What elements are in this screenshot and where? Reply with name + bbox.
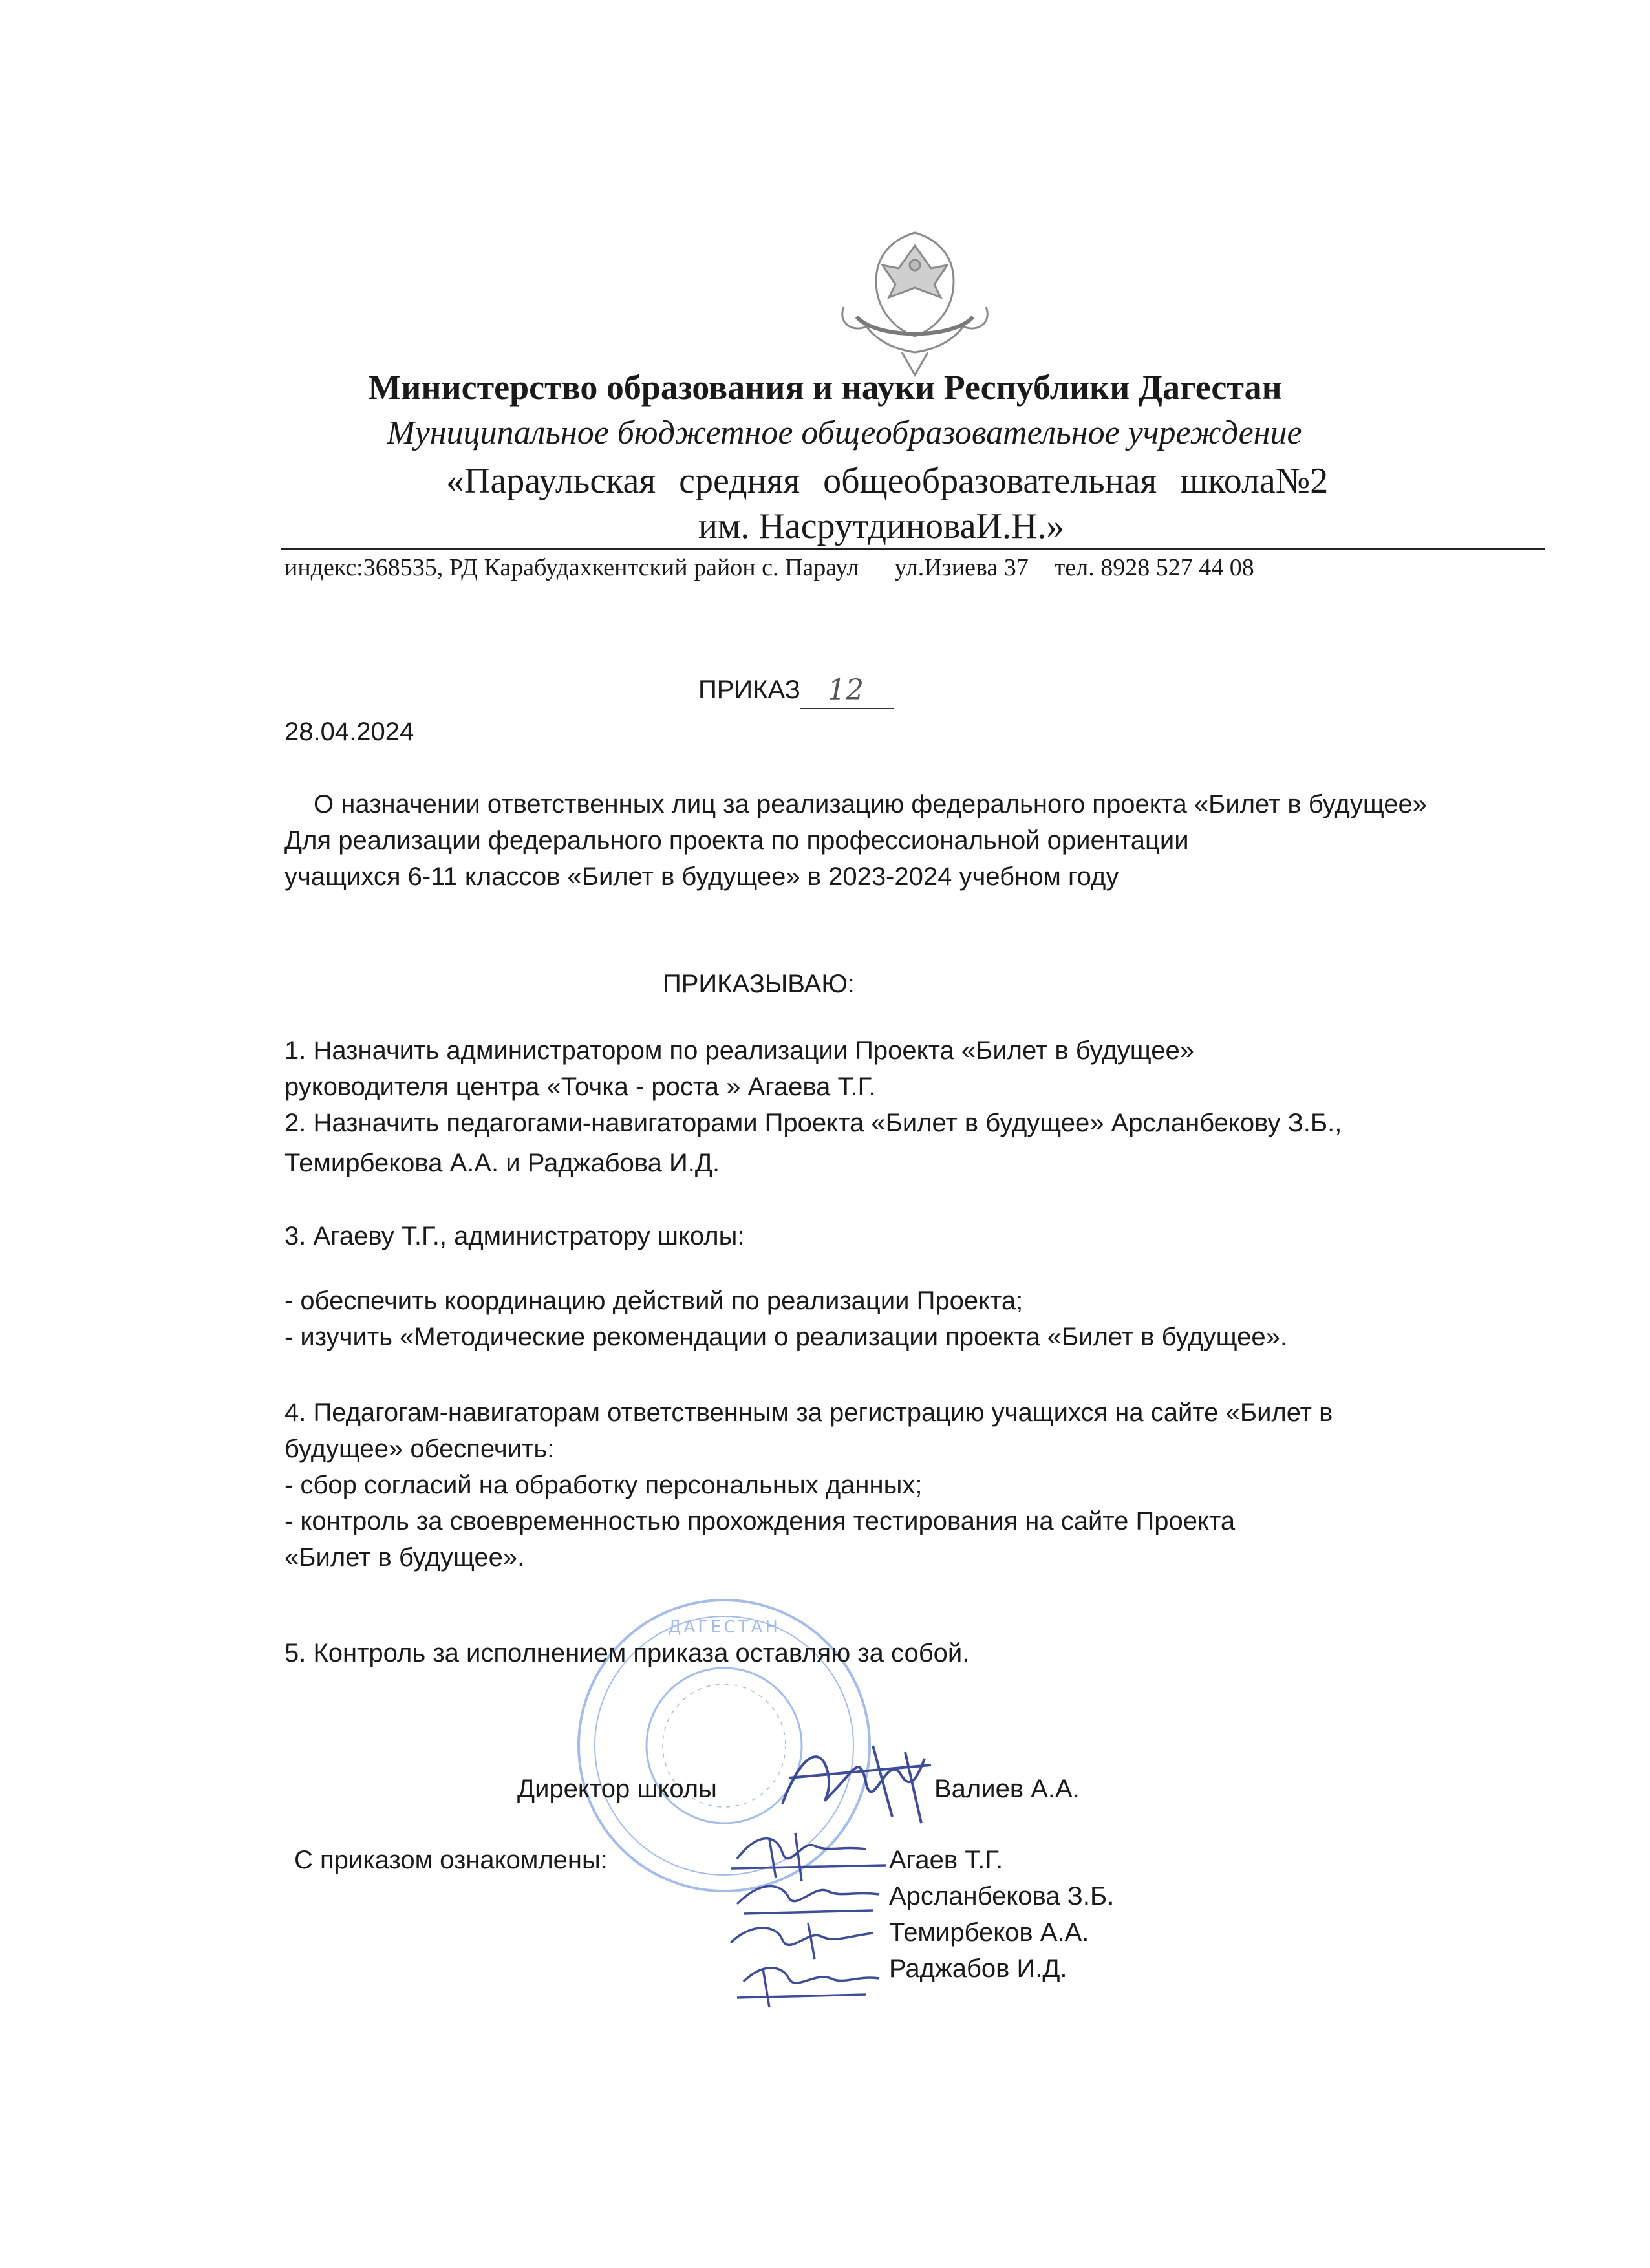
- acquainted-name-3: Темирбеков А.А.: [889, 1918, 1089, 1947]
- item-3-b: - изучить «Методические рекомендации о реализации проекта «Билет в будущее».: [284, 1323, 1287, 1351]
- stamp-text: ДАГЕСТАН: [668, 1618, 780, 1637]
- acquainted-name-2: Арсланбекова З.Б.: [889, 1882, 1115, 1910]
- item-4-a: - сбор согласий на обработку персональных данных;: [284, 1471, 923, 1499]
- item-4-b-line1: - контроль за своевременностью прохождения тестирования на сайте Проекта: [284, 1507, 1236, 1535]
- address-line: [284, 553, 1254, 582]
- header-divider: [281, 548, 1545, 550]
- item-3: 3. Агаеву Т.Г., администратору школы:: [284, 1222, 745, 1250]
- director-name: Валиев А.А.: [934, 1775, 1080, 1803]
- order-number-field: [800, 672, 894, 709]
- school-name-line1: «Параульская средняя общеобразовательная школа№2: [446, 461, 1329, 501]
- item-2-line1: 2. Назначить педагогами-навигаторами Проекта «Билет в будущее» Арсланбекову З.Б.,: [284, 1109, 1342, 1137]
- item-4-line1: 4. Педагогам-навигаторам ответственным за регистрацию учащихся на сайте «Билет в: [284, 1398, 1333, 1427]
- item-2-line2: Темирбекова А.А. и Раджабова И.Д.: [284, 1149, 720, 1177]
- acquainted-name-1: Агаев Т.Г.: [889, 1846, 1003, 1874]
- acquainted-name-4: Раджабов И.Д.: [889, 1954, 1067, 1983]
- coat-of-arms-emblem: [831, 220, 999, 378]
- director-label: Директор школы: [517, 1775, 717, 1803]
- school-name-line2: им. НасрутдиноваИ.Н.»: [698, 506, 1065, 546]
- phone-number: тел. 8928 527 44 08: [1054, 554, 1254, 581]
- institution-heading: Муниципальное бюджетное общеобразовательное учреждение: [387, 414, 1302, 451]
- acquainted-label: С приказом ознакомлены:: [294, 1846, 608, 1874]
- postal-address: индекс:368535, РД Карабудахкентский район с. Параул: [284, 554, 859, 581]
- item-1-line1: 1. Назначить администратором по реализации Проекта «Билет в будущее»: [284, 1036, 1194, 1065]
- street-address: ул.Изиева 37: [894, 554, 1029, 581]
- order-subject: О назначении ответственных лиц за реализацию федерального проекта «Билет в будущее»: [314, 790, 1428, 818]
- order-date: 28.04.2024: [284, 718, 414, 746]
- item-5: 5. Контроль за исполнением приказа оставляю за собой.: [284, 1639, 970, 1667]
- director-signature: [776, 1733, 944, 1830]
- preamble-line2: учащихся 6-11 классов «Билет в будущее» в 2023-2024 учебном году: [284, 862, 1119, 891]
- handwritten-order-number: [800, 672, 894, 708]
- item-3-a: - обеспечить координацию действий по реализации Проекта;: [284, 1287, 1023, 1315]
- item-4-line2: будущее» обеспечить:: [284, 1435, 555, 1463]
- decree-word: ПРИКАЗЫВАЮ:: [663, 970, 855, 998]
- item-4-b-line2: «Билет в будущее».: [284, 1543, 525, 1572]
- order-number: 12: [828, 674, 864, 707]
- preamble-line1: Для реализации федерального проекта по профессиональной ориентации: [284, 826, 1189, 855]
- item-1-line2: руководителя центра «Точка - роста » Агаева Т.Г.: [284, 1073, 876, 1101]
- order-label: ПРИКАЗ: [698, 676, 800, 704]
- ministry-heading: Министерство образования и науки Республики Дагестан: [368, 368, 1282, 407]
- staff-signatures: [718, 1820, 905, 2014]
